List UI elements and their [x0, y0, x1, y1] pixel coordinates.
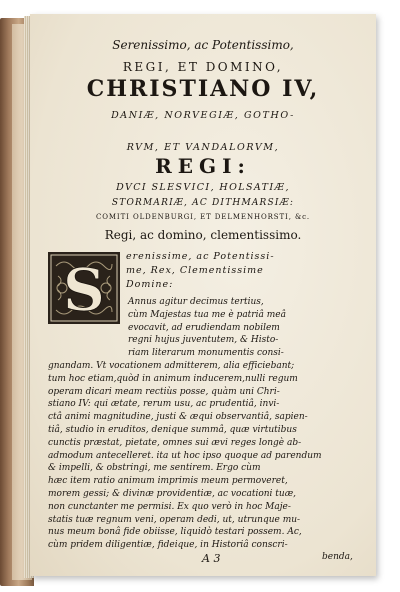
text-line: stiano IV: qui ætate, rerum usu, ac prudentiâ, invi- — [48, 399, 280, 410]
text-line: riam literarum monumentis consi- — [128, 348, 284, 359]
salutation-line: erenissime, ac Potentissi- — [126, 251, 275, 262]
text-line: operam dicari meam rectiùs posse, quàm uni Chri- — [48, 386, 280, 397]
dedication-line-8: STORMARIÆ, AC DITHMARSIÆ: — [111, 198, 295, 208]
salutation — [126, 250, 326, 292]
dedication-regi: REGI: — [155, 154, 251, 178]
text-line: ctâ animi magnitudine, justi & æqui observantiâ, sapien- — [48, 412, 308, 423]
text-line: regni hujus juventutem, & Histo- — [128, 335, 279, 346]
text-line: tum hoc etiam,quòd in animum inducerem,nulli regum — [48, 373, 298, 384]
text-line: gnandam. Vt vocationem admitterem, alia efficiebant; — [48, 361, 295, 371]
dedication-line-7: DVCI SLESVICI, HOLSATIÆ, — [116, 182, 290, 193]
dedication-line-5: RVM, ET VANDALORVM, — [126, 142, 280, 153]
text-line: non cunctanter me permisi. Ex quo verò in hoc Maje- — [48, 501, 291, 512]
text-line: morem gessi; & divinæ providentiæ, ac vocationi tuæ, — [48, 488, 297, 499]
text-line: statis tuæ regnum veni, operam dedi, ut, utrunque mu- — [48, 514, 301, 525]
salutation-line: me, Rex, Clementissime — [126, 265, 264, 276]
paragraph-beside-initial — [128, 296, 286, 360]
dedication-line-4: DANIÆ, NORVEGIÆ, GOTHO- — [111, 110, 295, 121]
catchword: benda, — [322, 552, 353, 562]
salutation-line: Domine: — [126, 279, 174, 290]
dedication-line-2: REGI, ET DOMINO, — [122, 60, 284, 74]
signature-mark: A 3 — [202, 552, 221, 565]
text-line: cùm Majestas tua me è patriâ meâ — [128, 309, 286, 320]
text-line: admodum antecelleret. ita ut hoc ipso quoque ad parendum — [48, 450, 322, 461]
text-line: Annus agitur decimus tertius, — [128, 297, 264, 307]
text-line: nus meum bonâ fide obiisse, liquidò testari possem. Ac, — [48, 527, 302, 538]
dedication-line-1: Serenissimo, ac Potentissimo, — [112, 38, 294, 52]
dedication-king-name: CHRISTIANO IV, — [86, 76, 320, 102]
ornamental-initial-s — [48, 252, 120, 324]
paragraph-body — [48, 360, 322, 552]
text-line: hæc item ratio animum imprimis meum permoveret, — [48, 476, 288, 487]
book-page — [30, 14, 376, 576]
text-line: cunctis præstat, pietate, omnes sui ævi reges longè ab- — [48, 437, 302, 448]
dedication-line-10: Regi, ac domino, clementissimo. — [104, 228, 302, 242]
svg-text:S: S — [63, 256, 105, 324]
text-line: evocavit, ad erudiendam nobilem — [128, 322, 280, 333]
text-line: & impelli, & obstringi, me sentirem. Ergo cùm — [48, 463, 261, 474]
dedication-line-9: COMITI OLDENBURGI, ET DELMENHORSTI, &c. — [95, 213, 311, 221]
text-line: tiâ, studio in eruditos, denique summâ, quæ virtutibus — [48, 424, 297, 435]
text-line: cùm pridem diligentiæ, fideique, in Historiâ conscri- — [48, 540, 288, 551]
